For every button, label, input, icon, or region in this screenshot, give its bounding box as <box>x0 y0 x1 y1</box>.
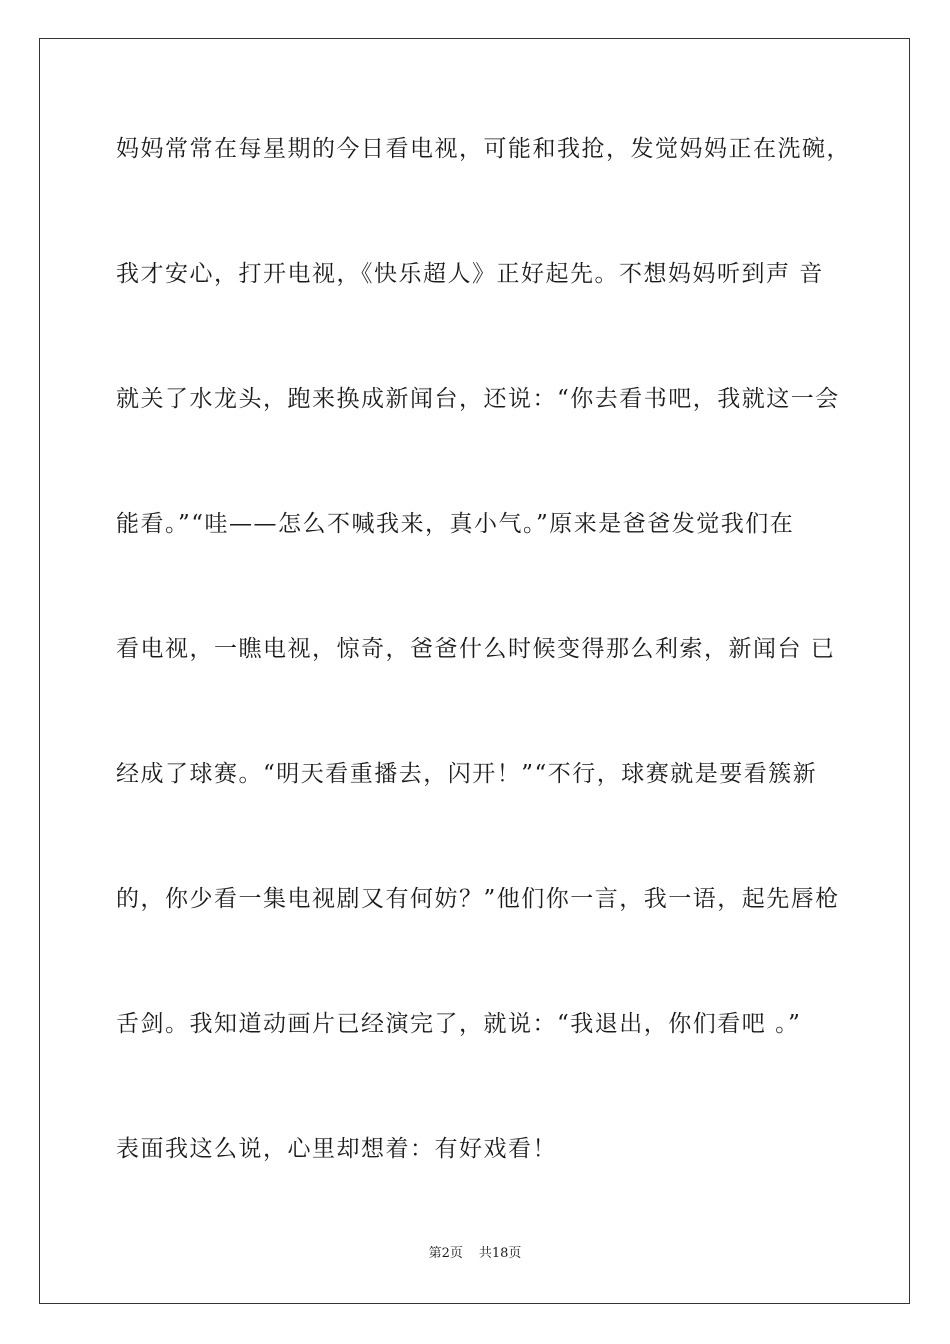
text-line-6: 经成了球赛。“明天看重播去，闪开！”“不行，球赛就是要看簇新 <box>116 761 818 787</box>
text-line-9: 表面我这么说，心里却想着：有好戏看！ <box>116 1136 557 1162</box>
page-number: 第2页 <box>428 1246 463 1261</box>
text-line-4: 能看。”“哇——怎么不喊我来，真小气。”原来是爸爸发觉我们在 <box>116 511 795 537</box>
page-frame <box>39 38 910 1304</box>
text-line-7: 的，你少看一集电视剧又有何妨？”他们你一言，我一语，起先唇枪 <box>116 886 840 912</box>
text-line-8: 舌剑。我知道动画片已经演完了，就说：“我退出，你们看吧 。” <box>116 1011 802 1037</box>
text-line-5: 看电视，一瞧电视，惊奇，爸爸什么时候变得那么利索，新闻台 已 <box>116 636 836 662</box>
page-total: 共18页 <box>478 1246 522 1261</box>
text-line-2: 我才安心，打开电视，《快乐超人》正好起先。不想妈妈听到声 音 <box>116 261 824 287</box>
page-footer <box>0 1245 950 1263</box>
text-line-1: 妈妈常常在每星期的今日看电视，可能和我抢，发觉妈妈正在洗碗， <box>116 136 851 162</box>
text-line-3: 就关了水龙头，跑来换成新闻台，还说：“你去看书吧，我就这一会 <box>116 386 840 412</box>
